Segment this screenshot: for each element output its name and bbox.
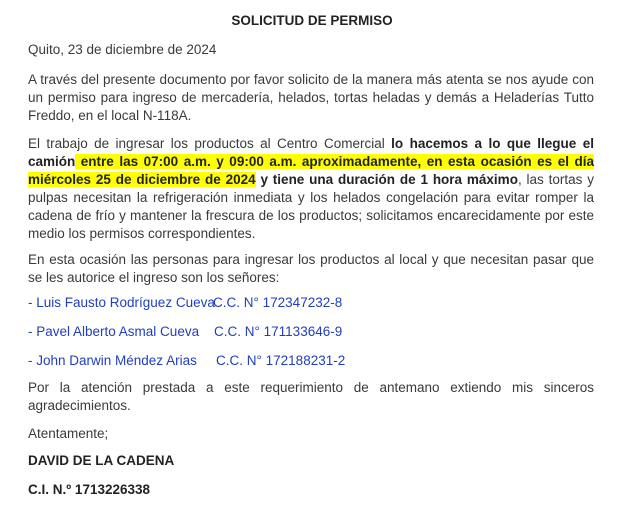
list-item [28, 353, 346, 368]
details-bold-arrival: lo hacemos a lo que llegue el camión [28, 136, 594, 169]
person-name: - Pavel Alberto Asmal Cueva [28, 324, 200, 339]
details-rest: , las tortas y pulpas necesitan la refrigeración inmediata y los helados congelación para evitar romper la cadena de frío y mantener la frescura de los productos; solicitamos encarecidamente por este medio los permisos correspondientes. [28, 172, 594, 241]
details-highlight-schedule: entre las 07:00 a.m. y 09:00 a.m. aproximadamente, en esta ocasión es el día miércoles 25 de diciembre de 2024 [28, 154, 594, 187]
person-name: - Luis Fausto Rodríguez Cueva [28, 295, 215, 310]
details-bold-duration: y tiene una duración de 1 hora máximo [255, 172, 518, 187]
paragraph-details [28, 135, 594, 243]
person-ci: C.C. N° 171133646-9 [214, 324, 343, 339]
signature-name: DAVID DE LA CADENA [28, 453, 175, 468]
list-item [28, 295, 343, 310]
person-name: - John Darwin Méndez Arias [28, 353, 197, 368]
person-ci: C.C. N° 172347232-8 [213, 295, 343, 310]
paragraph-request: A través del presente documento por favor solicito de la manera más atenta se nos ayude con un permiso para ingreso de mercadería, helados, tortas heladas y demás a Heladerías Tutto Freddo, en el local N-118A. [28, 72, 594, 123]
paragraph-persons-intro: En esta ocasión las personas para ingresar los productos al local y que necesitan pasar que se les autorice el ingreso son los señores: [28, 252, 594, 285]
closing-line: Atentamente; [28, 426, 109, 441]
details-intro: El trabajo de ingresar los productos al Centro Comercial [28, 136, 392, 151]
person-ci: C.C. N° 172188231-2 [216, 353, 346, 368]
list-item [28, 324, 343, 339]
paragraph-thanks: Por la atención prestada a este requerimiento de antemano extiendo mis sinceros agradecimientos. [28, 380, 594, 413]
signature-id: C.I. N.º 1713226338 [28, 482, 151, 497]
document-title: SOLICITUD DE PERMISO [231, 13, 393, 28]
date-line: Quito, 23 de diciembre de 2024 [28, 42, 217, 57]
